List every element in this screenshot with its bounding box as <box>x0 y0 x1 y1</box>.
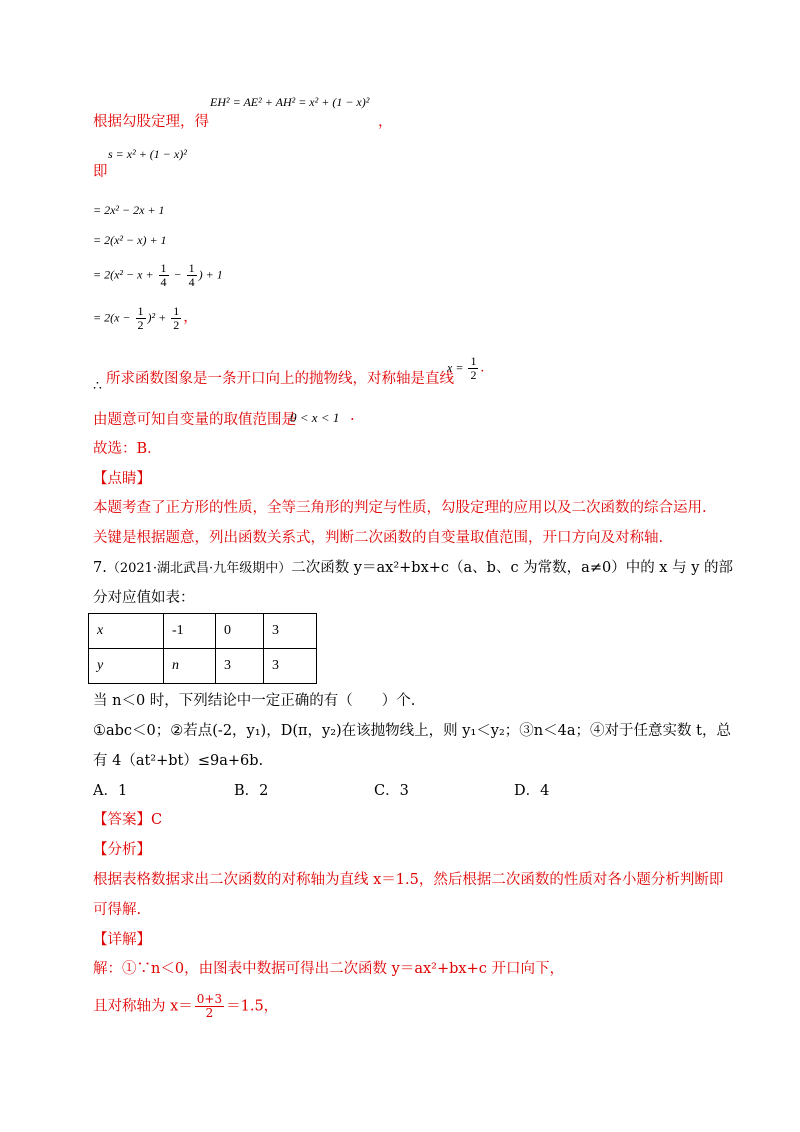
choice-line: 故选：B． <box>93 441 162 457</box>
ji-formula: s = x² + (1 − x)² <box>108 147 187 161</box>
conclusions-line-2: 有 4（at²+bt）≤9a+6b. <box>93 753 264 769</box>
therefore-symbol: ∴ <box>93 378 102 394</box>
table-row <box>89 614 317 649</box>
step-2: = 2(x² − x) + 1 <box>93 233 167 247</box>
dianjing-line-2: 关键是根据题意，列出函数关系式，判断二次函数的自变量取值范围，开口方向及对称轴. <box>93 530 664 546</box>
step-1: = 2x² − 2x + 1 <box>93 203 165 217</box>
question-source: （2021·湖北武昌·九年级期中） <box>106 561 292 576</box>
table-cell: 3 <box>264 614 317 649</box>
question-7-line-1 <box>93 556 733 577</box>
table-cell: -1 <box>164 614 216 649</box>
step-4: = 2(x − $\frac{1}{2}$ )² + $\frac{1}{2}$ ， <box>93 304 198 332</box>
table-cell: x <box>89 614 164 649</box>
table-cell: 0 <box>216 614 264 649</box>
detail-header: 【详解】 <box>93 932 151 948</box>
therefore-formula: x = $\frac{1}{2}$ . <box>447 354 485 382</box>
detail-line-2 <box>93 993 278 1020</box>
dianjing-line-1: 本题考查了正方形的性质，全等三角形的判定与性质，勾股定理的应用以及二次函数的综合运用. <box>93 500 707 516</box>
pythagoras-formula: EH² = AE² + AH² = x² + (1 − x)² <box>210 95 370 109</box>
table-cell: n <box>164 649 216 684</box>
option-a: A．1 <box>93 783 128 799</box>
step-3: = 2(x² − x + $\frac{1}{4}$ − $\frac{1}{4}$ ) + 1 <box>93 261 223 289</box>
analysis-line-1: 根据表格数据求出二次函数的对称轴为直线 x＝1.5，然后根据二次函数的性质对各小题分析判断即 <box>93 872 724 888</box>
ji-text: 即 <box>93 164 108 180</box>
detail-line-1: 解：①∵n＜0，由图表中数据可得出二次函数 y＝ax²+bx+c 开口向下， <box>93 961 564 977</box>
detail-line-2-tail: ＝1.5， <box>226 998 279 1015</box>
analysis-line-2: 可得解. <box>93 902 142 918</box>
table-cell: y <box>89 649 164 684</box>
pythagoras-text: 根据勾股定理，得 <box>93 114 209 130</box>
range-tail: . <box>350 408 355 424</box>
option-d: D．4 <box>514 783 550 799</box>
dianjing-header: 【点睛】 <box>93 471 151 487</box>
option-c: C．3 <box>374 783 409 799</box>
table-cell: 3 <box>264 649 317 684</box>
analysis-header: 【分析】 <box>93 842 151 858</box>
option-b: B．2 <box>234 783 269 799</box>
range-text: 由题意可知自变量的取值范围是 <box>93 412 296 428</box>
value-table <box>88 613 317 684</box>
pythagoras-tail: ， <box>378 114 393 130</box>
fraction-numerator: 0+3 <box>196 992 223 1006</box>
table-cell: 3 <box>216 649 264 684</box>
detail-line-2-text: 且对称轴为 x＝ <box>93 998 193 1015</box>
range-formula: 0 < x < 1 <box>290 410 340 425</box>
answer-line: 【答案】C <box>93 812 163 828</box>
conclusions-line-1: ①abc＜0；②若点(-2，y₁)，D(π，y₂)在该抛物线上，则 y₁＜y₂；③n＜4a；④对于任意实数 t，总 <box>93 723 731 739</box>
question-7-line-2: 分对应值如表： <box>93 590 195 606</box>
question-condition: 当 n＜0 时，下列结论中一定正确的有（ ）个. <box>93 693 416 709</box>
therefore-text: 所求函数图象是一条开口向上的抛物线，对称轴是直线 <box>106 371 454 387</box>
question-stem-1: 二次函数 y＝ax²+bx+c（a、b、c 为常数，a≠0）中的 x 与 y 的部 <box>291 560 733 576</box>
table-row <box>89 649 317 684</box>
fraction-denominator: 2 <box>205 1006 214 1020</box>
question-number: 7. <box>93 560 107 576</box>
